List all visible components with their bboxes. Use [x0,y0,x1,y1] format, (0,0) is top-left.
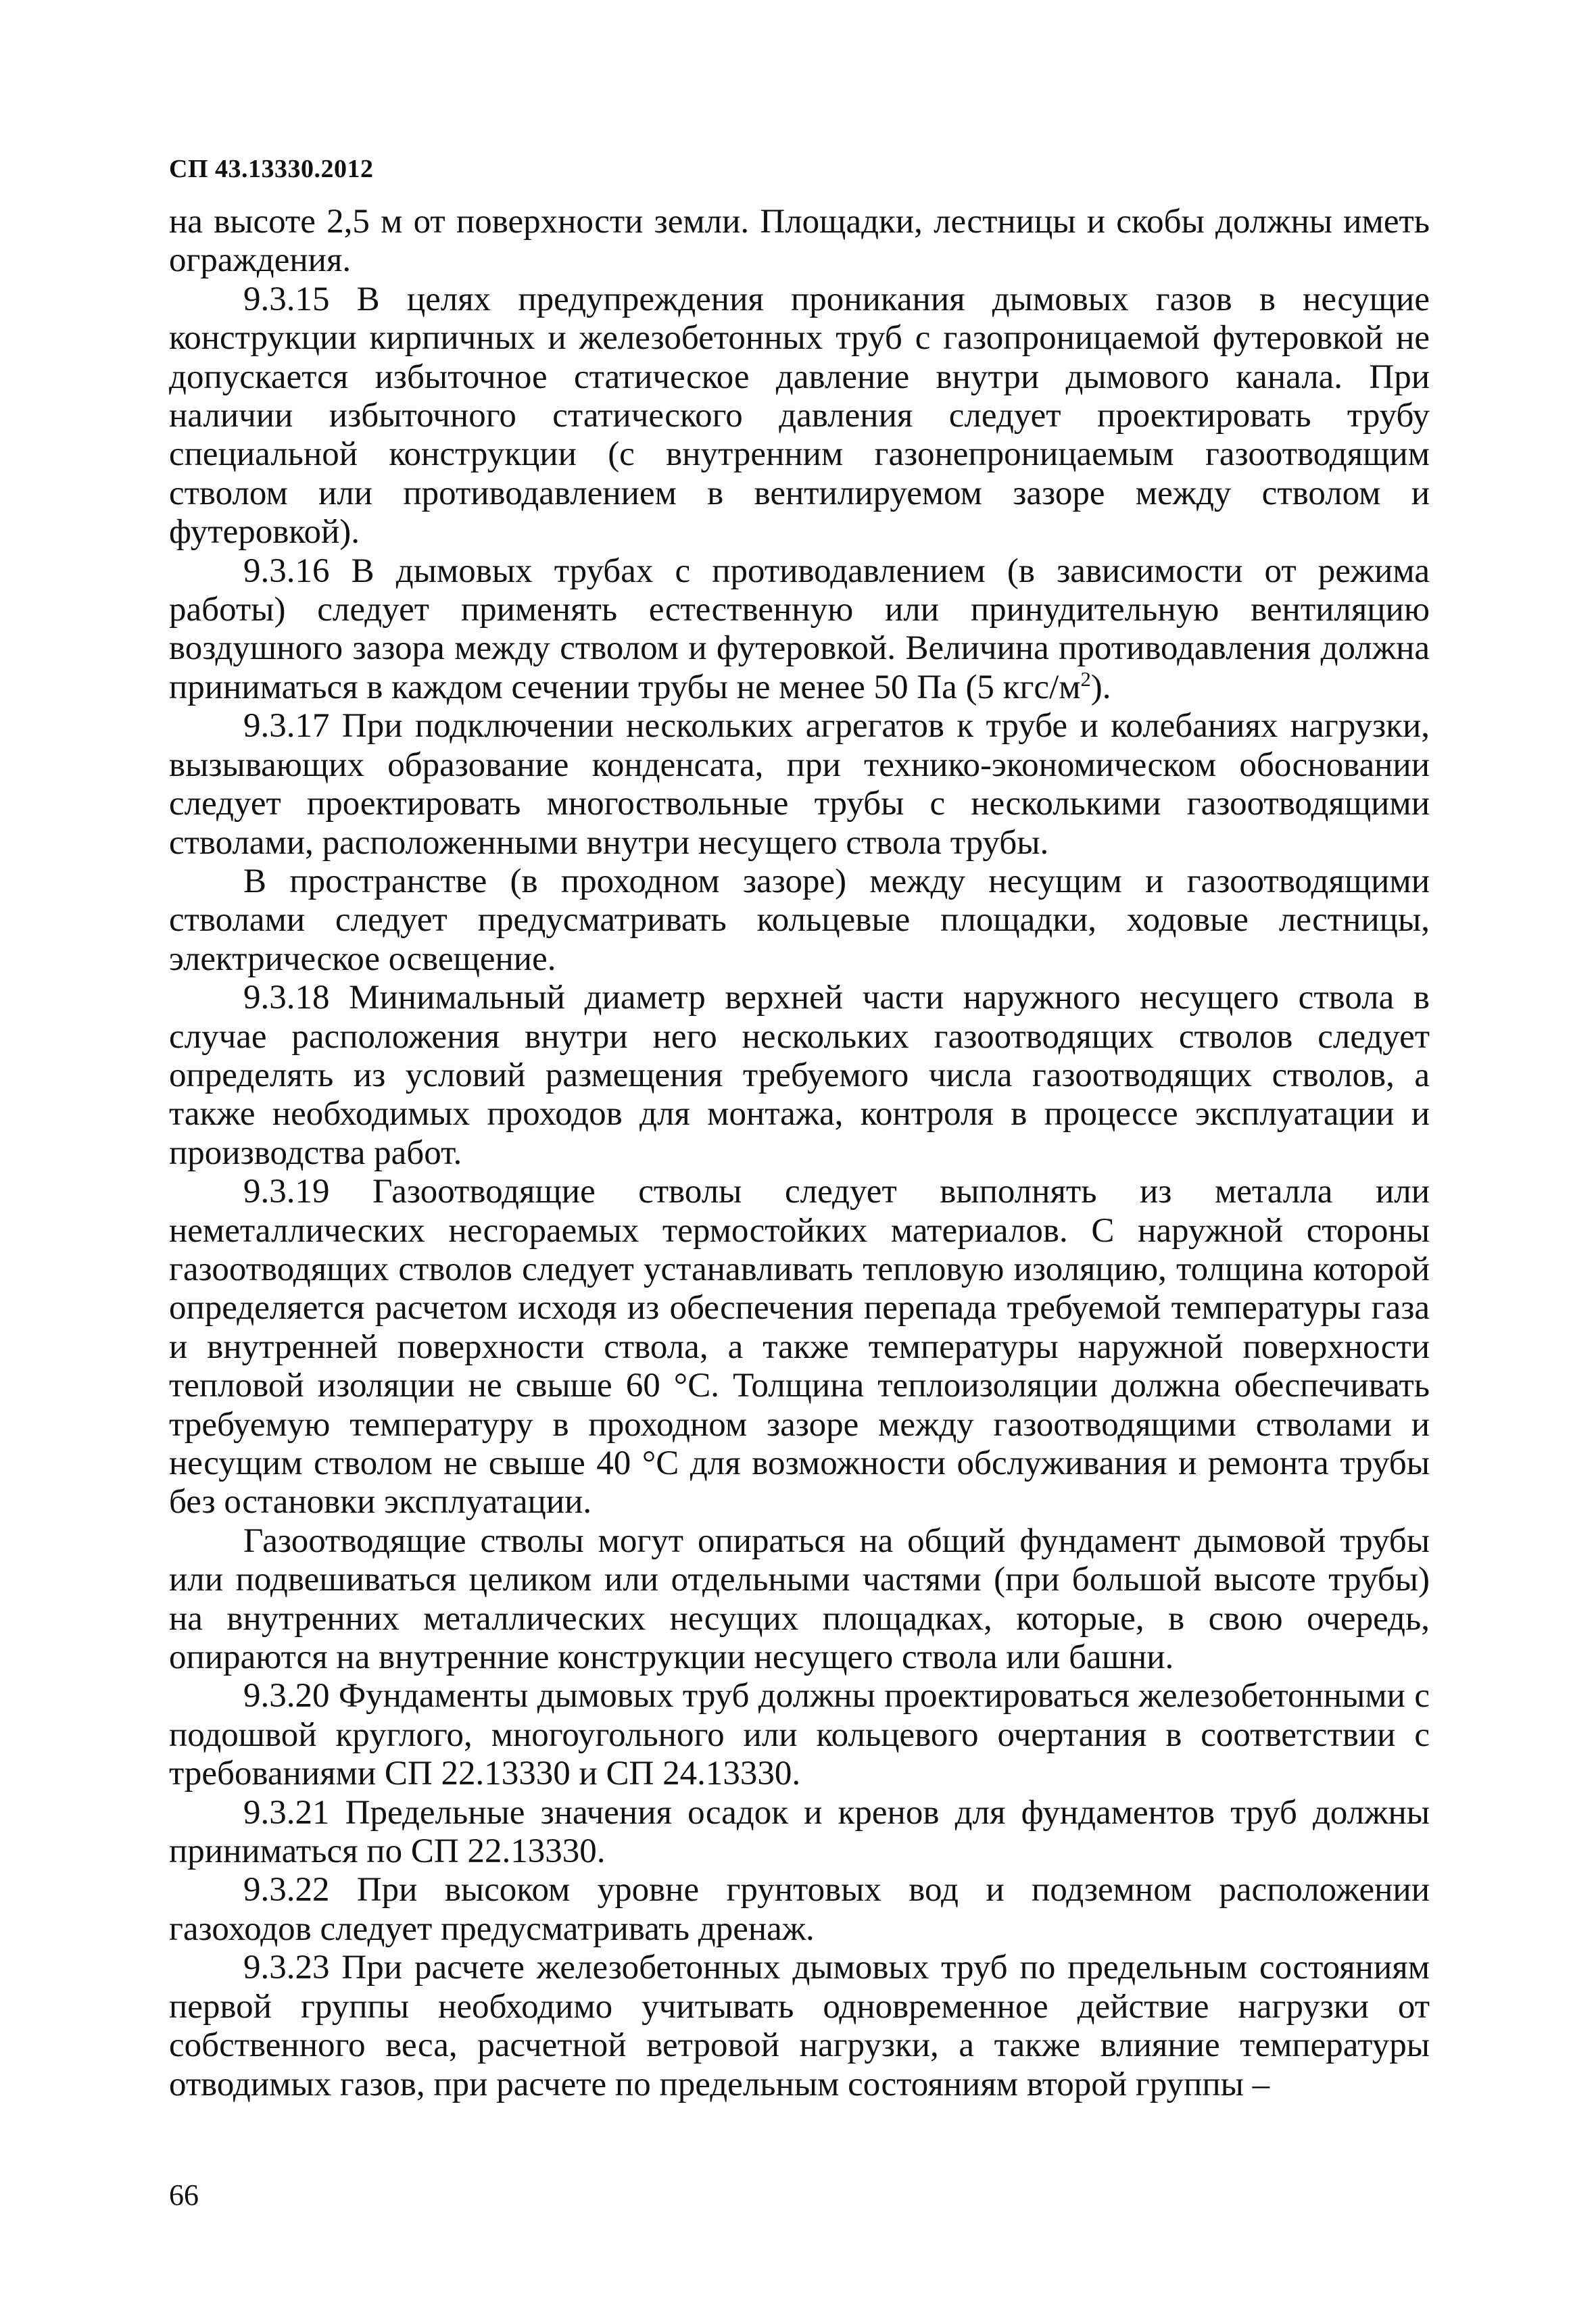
document-code-header: СП 43.13330.2012 [169,155,374,183]
paragraph-9-3-18: 9.3.18 Минимальный диаметр верхней части наружного несущего ствола в случае расположения внутри него нескольких газоотводящих стволов следует определять из условий размещения требуемого числа газоотводящих стволов, а также необходимых проходов для монтажа, контроля в процессе эксплуатации и производства работ. [169,979,1430,1172]
paragraph-9-3-15: 9.3.15 В целях предупреждения проникания дымовых газов в несущие конструкции кирпичных и железобетонных труб с газопроницаемой футеровкой не допускается избыточное статическое давление внутри дымового канала. При наличии избыточного статического давления следует проектировать трубу специальной конструкции (с внутренним газонепроницаемым газоотводящим стволом или противодавлением в вентилируемом зазоре между стволом и футеровкой). [169,280,1430,552]
paragraph-9-3-16 [169,552,1430,708]
paragraph-9-3-23: 9.3.23 При расчете железобетонных дымовых труб по предельным состояниям первой группы необходимо учитывать одновременное действие нагрузки от собственного веса, расчетной ветровой нагрузки, а также влияние температуры отводимых газов, при расчете по предельным состояниям второй группы – [169,1949,1430,2103]
page-number: 66 [169,2178,199,2212]
paragraph-gas-shafts-support: Газоотводящие стволы могут опираться на общий фундамент дымовой трубы или подвешиваться целиком или отдельными частями (при большой высоте трубы) на внутренних металлических несущих площадках, которые, в свою очередь, опираются на внутренние конструкции несущего ствола или башни. [169,1521,1430,1677]
paragraph-9-3-22: 9.3.22 При высоком уровне грунтовых вод и подземном расположении газоходов следует предусматривать дренаж. [169,1871,1430,1948]
paragraph-9-3-16-tail: ). [1090,668,1111,706]
paragraph-passage-space: В пространстве (в проходном зазоре) между несущим и газоотводящими стволами следует предусматривать кольцевые площадки, ходовые лестницы, электрическое освещение. [169,862,1430,978]
paragraph-9-3-20: 9.3.20 Фундаменты дымовых труб должны проектироваться железобетонными с подошвой круглого, многоугольного или кольцевого очертания в соответствии с требованиями СП 22.13330 и СП 24.13330. [169,1677,1430,1793]
paragraph-9-3-19: 9.3.19 Газоотводящие стволы следует выполнять из металла или неметаллических несгораемых термостойких материалов. С наружной стороны газоотводящих стволов следует устанавливать тепловую изоляцию, толщина которой определяется расчетом исходя из обеспечения перепада требуемой температуры газа и внутренней поверхности ствола, а также температуры наружной поверхности тепловой изоляции не свыше 60 °С. Толщина теплоизоляции должна обеспечивать требуемую температуру в проходном зазоре между газоотводящими стволами и несущим стволом не свыше 40 °С для возможности обслуживания и ремонта трубы без остановки эксплуатации. [169,1173,1430,1521]
paragraph-9-3-21: 9.3.21 Предельные значения осадок и кренов для фундаментов труб должны приниматься по СП 22.13330. [169,1793,1430,1871]
document-body [169,203,1430,2104]
superscript-squared: 2 [1080,667,1091,691]
paragraph-continuation: на высоте 2,5 м от поверхности земли. Площадки, лестницы и скобы должны иметь ограждения. [169,203,1430,280]
paragraph-9-3-17: 9.3.17 При подключении нескольких агрегатов к трубе и колебаниях нагрузки, вызывающих образование конденсата, при технико-экономическом обосновании следует проектировать многоствольные трубы с несколькими газоотводящими стволами, расположенными внутри несущего ствола трубы. [169,707,1430,862]
paragraph-9-3-16-text: 9.3.16 В дымовых трубах с противодавлением (в зависимости от режима работы) следует применять естественную или принудительную вентиляцию воздушного зазора между стволом и футеровкой. Величина противодавления должна приниматься в каждом сечении трубы не менее 50 Па (5 кгс/м [169,552,1430,706]
